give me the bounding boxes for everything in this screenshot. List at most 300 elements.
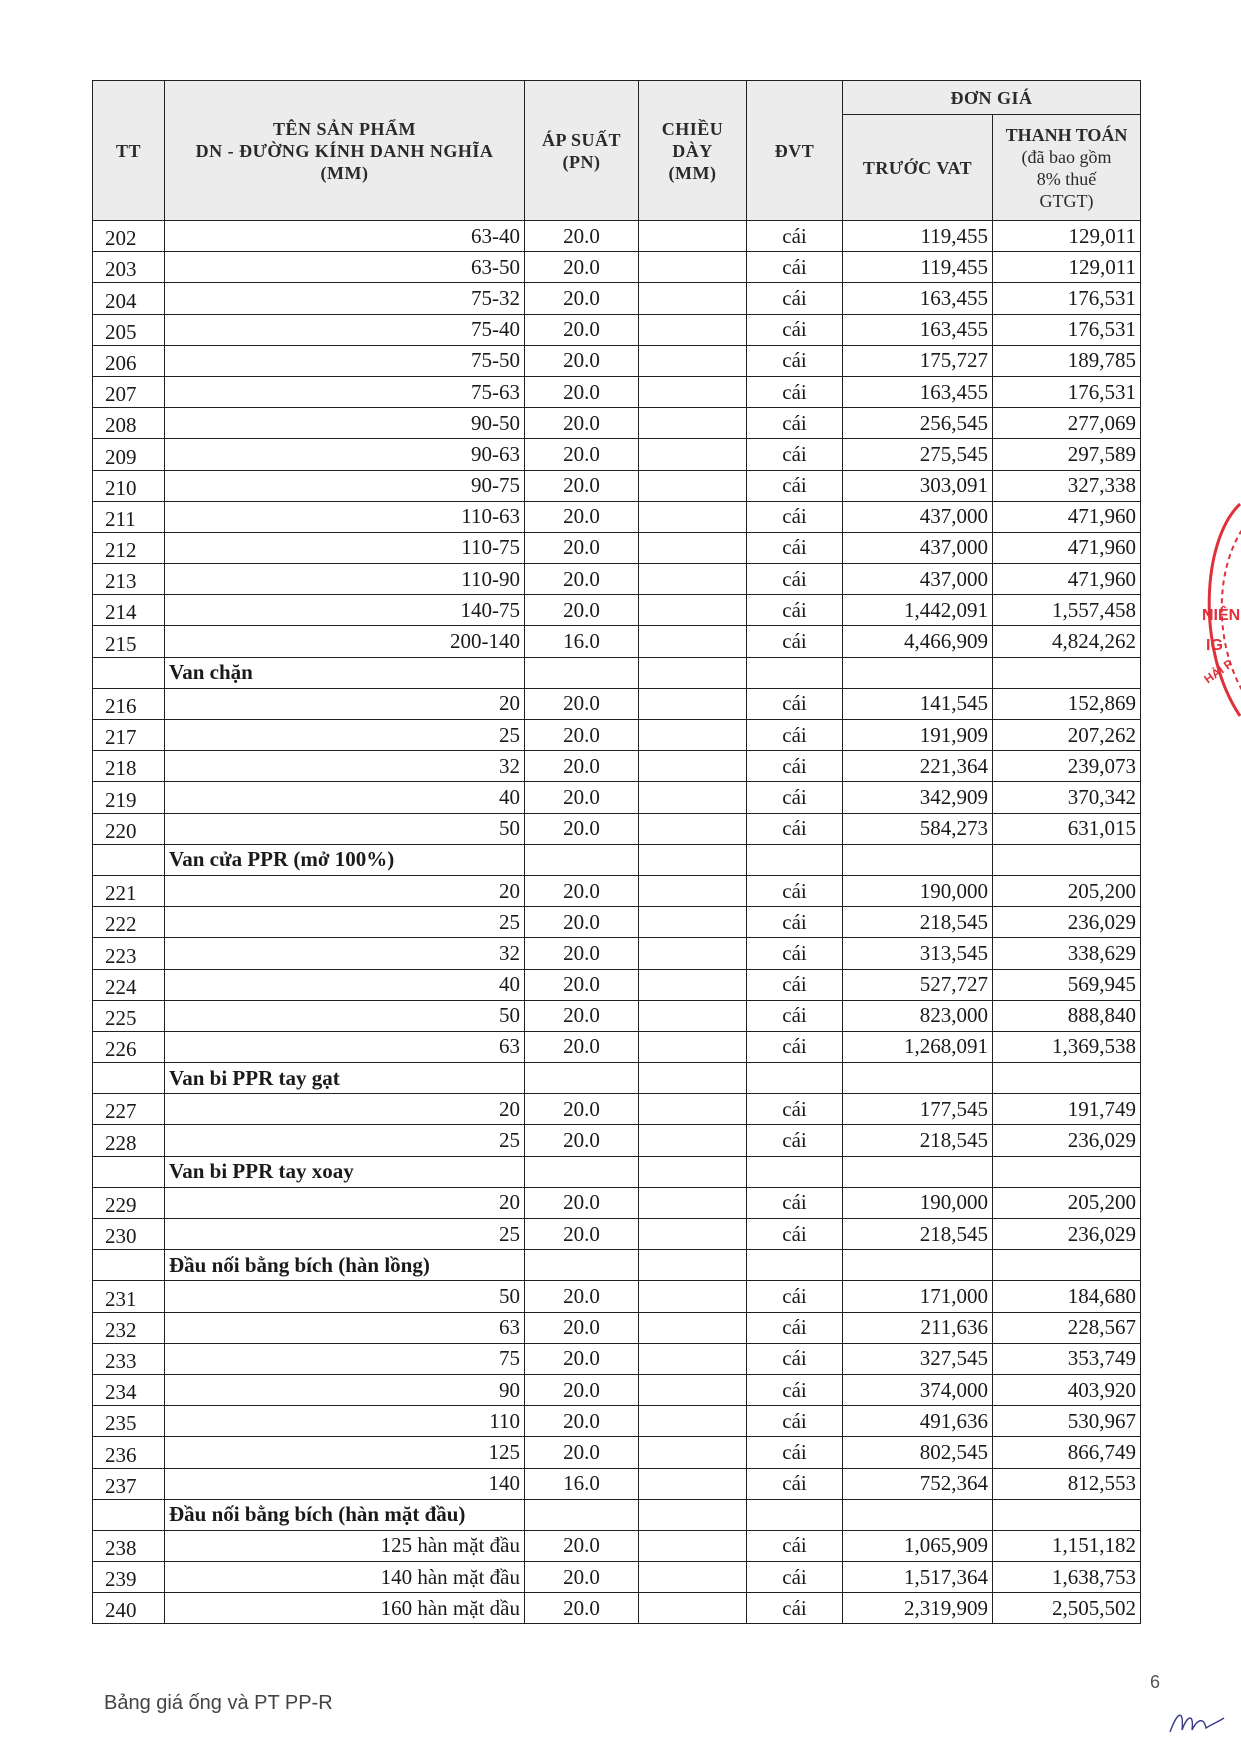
cell-tt: 211: [93, 501, 165, 532]
cell-price-payment: 228,567: [993, 1312, 1141, 1343]
cell-name: 20: [165, 1187, 525, 1218]
cell-empty: [639, 844, 747, 875]
cell-pressure: 20.0: [525, 1094, 639, 1125]
cell-empty: [639, 657, 747, 688]
cell-price-pre-vat: 303,091: [843, 470, 993, 501]
cell-thickness: [639, 314, 747, 345]
cell-thickness: [639, 1312, 747, 1343]
table-row: [93, 1468, 1141, 1499]
group-label: Van chặn: [165, 657, 525, 688]
cell-tt: 222: [93, 907, 165, 938]
cell-empty: [525, 844, 639, 875]
header-thickness-line: DÀY: [672, 140, 713, 161]
cell-price-pre-vat: 256,545: [843, 408, 993, 439]
table-row: [93, 1374, 1141, 1405]
cell-name: 20: [165, 875, 525, 906]
cell-pressure: 20.0: [525, 532, 639, 563]
group-label: Đầu nối bằng bích (hàn lồng): [165, 1250, 525, 1281]
cell-pressure: 20.0: [525, 1343, 639, 1374]
cell-unit: cái: [747, 1343, 843, 1374]
stamp-text: HẢI P: [1201, 656, 1236, 687]
cell-price-pre-vat: 437,000: [843, 564, 993, 595]
table-row: [93, 1593, 1141, 1624]
header-product-line: DN - ĐƯỜNG KÍNH DANH NGHĨA: [195, 140, 494, 161]
cell-price-payment: 184,680: [993, 1281, 1141, 1312]
cell-name: 200-140: [165, 626, 525, 657]
cell-thickness: [639, 1187, 747, 1218]
cell-unit: cái: [747, 875, 843, 906]
cell-pressure: 20.0: [525, 252, 639, 283]
table-row: [93, 564, 1141, 595]
cell-thickness: [639, 782, 747, 813]
cell-empty: [747, 1250, 843, 1281]
header-thickness: [639, 81, 747, 221]
cell-empty: [993, 1063, 1141, 1094]
cell-tt: [93, 1063, 165, 1094]
cell-empty: [525, 1156, 639, 1187]
cell-pressure: 16.0: [525, 626, 639, 657]
table-row: [93, 1031, 1141, 1062]
cell-price-payment: 1,638,753: [993, 1562, 1141, 1593]
price-table: [92, 80, 1141, 1624]
table-row: [93, 969, 1141, 1000]
header-thickness-line: CHIỀU: [661, 118, 724, 139]
cell-tt: 220: [93, 813, 165, 844]
cell-empty: [843, 657, 993, 688]
cell-thickness: [639, 1593, 747, 1624]
cell-name: 90-50: [165, 408, 525, 439]
cell-unit: cái: [747, 782, 843, 813]
table-row: [93, 782, 1141, 813]
table-row: [93, 283, 1141, 314]
cell-tt: 214: [93, 595, 165, 626]
table-row: [93, 1281, 1141, 1312]
cell-price-pre-vat: 218,545: [843, 907, 993, 938]
cell-price-payment: 152,869: [993, 688, 1141, 719]
cell-name: 63: [165, 1312, 525, 1343]
cell-price-payment: 888,840: [993, 1000, 1141, 1031]
cell-unit: cái: [747, 720, 843, 751]
cell-unit: cái: [747, 376, 843, 407]
cell-price-payment: 471,960: [993, 564, 1141, 595]
cell-price-pre-vat: 163,455: [843, 314, 993, 345]
cell-price-payment: 176,531: [993, 283, 1141, 314]
cell-thickness: [639, 470, 747, 501]
cell-price-payment: 277,069: [993, 408, 1141, 439]
cell-empty: [993, 1499, 1141, 1530]
table-body: [93, 221, 1141, 1624]
cell-price-payment: 239,073: [993, 751, 1141, 782]
table-row: [93, 813, 1141, 844]
table-row: [93, 1312, 1141, 1343]
cell-pressure: 20.0: [525, 1312, 639, 1343]
cell-price-pre-vat: 823,000: [843, 1000, 993, 1031]
cell-unit: cái: [747, 1468, 843, 1499]
cell-price-payment: 4,824,262: [993, 626, 1141, 657]
cell-tt: 212: [93, 532, 165, 563]
header-pre-vat: TRƯỚC VAT: [843, 115, 993, 221]
cell-price-payment: 236,029: [993, 1125, 1141, 1156]
header-payment: [993, 115, 1141, 221]
cell-empty: [843, 844, 993, 875]
cell-empty: [993, 844, 1141, 875]
cell-price-payment: 530,967: [993, 1406, 1141, 1437]
table-header: [93, 81, 1141, 221]
cell-price-payment: 176,531: [993, 314, 1141, 345]
cell-tt: 206: [93, 345, 165, 376]
cell-pressure: 20.0: [525, 688, 639, 719]
header-pressure-line: ÁP SUẤT: [541, 129, 621, 150]
group-row: [93, 1499, 1141, 1530]
table-row: [93, 376, 1141, 407]
cell-name: 90-75: [165, 470, 525, 501]
cell-name: 110-63: [165, 501, 525, 532]
cell-pressure: 20.0: [525, 564, 639, 595]
header-price-group: ĐƠN GIÁ: [843, 81, 1141, 115]
stamp-text: NIÊN: [1202, 607, 1241, 624]
cell-tt: [93, 1250, 165, 1281]
cell-unit: cái: [747, 751, 843, 782]
cell-name: 140-75: [165, 595, 525, 626]
page-number: 6: [1150, 1672, 1161, 1692]
cell-tt: 235: [93, 1406, 165, 1437]
cell-tt: 226: [93, 1031, 165, 1062]
cell-unit: cái: [747, 1312, 843, 1343]
cell-unit: cái: [747, 1125, 843, 1156]
cell-price-pre-vat: 342,909: [843, 782, 993, 813]
cell-thickness: [639, 1562, 747, 1593]
cell-empty: [843, 1499, 993, 1530]
table-row: [93, 252, 1141, 283]
cell-unit: cái: [747, 345, 843, 376]
cell-tt: 204: [93, 283, 165, 314]
cell-thickness: [639, 875, 747, 906]
cell-thickness: [639, 1094, 747, 1125]
cell-pressure: 20.0: [525, 907, 639, 938]
cell-price-payment: 129,011: [993, 221, 1141, 252]
cell-price-pre-vat: 191,909: [843, 720, 993, 751]
header-payment-line: THANH TOÁN: [1005, 124, 1128, 145]
cell-tt: [93, 1499, 165, 1530]
cell-tt: 203: [93, 252, 165, 283]
cell-tt: 202: [93, 221, 165, 252]
cell-price-payment: 353,749: [993, 1343, 1141, 1374]
table-row: [93, 1406, 1141, 1437]
cell-name: 20: [165, 688, 525, 719]
cell-pressure: 20.0: [525, 376, 639, 407]
cell-price-pre-vat: 190,000: [843, 875, 993, 906]
cell-pressure: 20.0: [525, 1593, 639, 1624]
cell-tt: 238: [93, 1530, 165, 1561]
cell-thickness: [639, 1468, 747, 1499]
cell-tt: 225: [93, 1000, 165, 1031]
cell-name: 20: [165, 1094, 525, 1125]
cell-empty: [639, 1156, 747, 1187]
cell-price-payment: 471,960: [993, 532, 1141, 563]
table-row: [93, 345, 1141, 376]
cell-unit: cái: [747, 532, 843, 563]
cell-price-payment: 2,505,502: [993, 1593, 1141, 1624]
header-payment-line: GTGT): [1039, 190, 1094, 211]
cell-price-pre-vat: 218,545: [843, 1125, 993, 1156]
cell-pressure: 20.0: [525, 1406, 639, 1437]
cell-name: 25: [165, 1125, 525, 1156]
cell-price-pre-vat: 437,000: [843, 532, 993, 563]
group-row: [93, 1063, 1141, 1094]
header-unit: ĐVT: [747, 81, 843, 221]
cell-price-payment: 189,785: [993, 345, 1141, 376]
cell-name: 75-63: [165, 376, 525, 407]
cell-unit: cái: [747, 314, 843, 345]
cell-price-pre-vat: 163,455: [843, 376, 993, 407]
cell-tt: 223: [93, 938, 165, 969]
table-row: [93, 1437, 1141, 1468]
cell-pressure: 20.0: [525, 1562, 639, 1593]
table-row: [93, 221, 1141, 252]
cell-name: 50: [165, 1000, 525, 1031]
group-label: Đầu nối bằng bích (hàn mặt đầu): [165, 1499, 525, 1530]
group-row: [93, 1156, 1141, 1187]
cell-price-pre-vat: 163,455: [843, 283, 993, 314]
cell-name: 32: [165, 938, 525, 969]
cell-name: 25: [165, 1219, 525, 1250]
table-row: [93, 1219, 1141, 1250]
cell-pressure: 20.0: [525, 595, 639, 626]
cell-pressure: 20.0: [525, 1219, 639, 1250]
cell-price-payment: 191,749: [993, 1094, 1141, 1125]
cell-pressure: 20.0: [525, 345, 639, 376]
cell-tt: 233: [93, 1343, 165, 1374]
cell-pressure: 20.0: [525, 1031, 639, 1062]
cell-unit: cái: [747, 1000, 843, 1031]
cell-tt: 230: [93, 1219, 165, 1250]
cell-unit: cái: [747, 470, 843, 501]
cell-thickness: [639, 1125, 747, 1156]
cell-pressure: 20.0: [525, 875, 639, 906]
cell-name: 63-40: [165, 221, 525, 252]
header-product-line: TÊN SẢN PHẨM: [272, 118, 416, 139]
cell-pressure: 20.0: [525, 408, 639, 439]
header-payment-line: 8% thuế: [1036, 168, 1097, 189]
table-row: [93, 720, 1141, 751]
cell-thickness: [639, 938, 747, 969]
cell-tt: 209: [93, 439, 165, 470]
cell-thickness: [639, 595, 747, 626]
cell-price-pre-vat: 175,727: [843, 345, 993, 376]
cell-pressure: 20.0: [525, 782, 639, 813]
cell-unit: cái: [747, 1562, 843, 1593]
cell-unit: cái: [747, 439, 843, 470]
cell-unit: cái: [747, 1437, 843, 1468]
cell-thickness: [639, 1374, 747, 1405]
cell-tt: 229: [93, 1187, 165, 1218]
cell-name: 125: [165, 1437, 525, 1468]
cell-tt: 218: [93, 751, 165, 782]
cell-price-payment: 370,342: [993, 782, 1141, 813]
cell-thickness: [639, 688, 747, 719]
cell-thickness: [639, 1000, 747, 1031]
cell-name: 63-50: [165, 252, 525, 283]
cell-name: 75: [165, 1343, 525, 1374]
cell-thickness: [639, 1406, 747, 1437]
cell-price-payment: 129,011: [993, 252, 1141, 283]
cell-unit: cái: [747, 1281, 843, 1312]
group-row: [93, 844, 1141, 875]
table-row: [93, 408, 1141, 439]
cell-pressure: 20.0: [525, 1000, 639, 1031]
table-row: [93, 1187, 1141, 1218]
table-row: [93, 1000, 1141, 1031]
cell-name: 110-75: [165, 532, 525, 563]
cell-pressure: 20.0: [525, 720, 639, 751]
cell-thickness: [639, 408, 747, 439]
cell-tt: [93, 1156, 165, 1187]
cell-price-payment: 866,749: [993, 1437, 1141, 1468]
cell-tt: 221: [93, 875, 165, 906]
cell-price-payment: 338,629: [993, 938, 1141, 969]
cell-thickness: [639, 969, 747, 1000]
cell-pressure: 20.0: [525, 813, 639, 844]
group-row: [93, 657, 1141, 688]
cell-empty: [843, 1063, 993, 1094]
cell-thickness: [639, 439, 747, 470]
table-row: [93, 439, 1141, 470]
cell-empty: [525, 1063, 639, 1094]
cell-price-payment: 327,338: [993, 470, 1141, 501]
cell-unit: cái: [747, 1530, 843, 1561]
cell-price-payment: 297,589: [993, 439, 1141, 470]
stamp-text: IG: [1206, 637, 1223, 654]
cell-unit: cái: [747, 252, 843, 283]
cell-empty: [993, 1250, 1141, 1281]
cell-price-payment: 205,200: [993, 1187, 1141, 1218]
cell-tt: 227: [93, 1094, 165, 1125]
cell-price-payment: 1,151,182: [993, 1530, 1141, 1561]
cell-price-payment: 631,015: [993, 813, 1141, 844]
cell-tt: 231: [93, 1281, 165, 1312]
cell-price-pre-vat: 752,364: [843, 1468, 993, 1499]
cell-unit: cái: [747, 969, 843, 1000]
cell-pressure: 16.0: [525, 1468, 639, 1499]
cell-name: 75-32: [165, 283, 525, 314]
header-thickness-line: (MM): [668, 162, 717, 183]
cell-thickness: [639, 252, 747, 283]
table-row: [93, 1094, 1141, 1125]
cell-unit: cái: [747, 688, 843, 719]
cell-tt: 240: [93, 1593, 165, 1624]
red-stamp: [1182, 500, 1241, 720]
cell-price-pre-vat: 802,545: [843, 1437, 993, 1468]
cell-thickness: [639, 1343, 747, 1374]
cell-price-pre-vat: 211,636: [843, 1312, 993, 1343]
cell-thickness: [639, 720, 747, 751]
cell-unit: cái: [747, 1094, 843, 1125]
cell-tt: 219: [93, 782, 165, 813]
cell-tt: 234: [93, 1374, 165, 1405]
cell-price-pre-vat: 527,727: [843, 969, 993, 1000]
cell-name: 125 hàn mặt đầu: [165, 1530, 525, 1561]
cell-name: 50: [165, 813, 525, 844]
group-row: [93, 1250, 1141, 1281]
cell-pressure: 20.0: [525, 1281, 639, 1312]
header-product-line: (MM): [320, 162, 369, 183]
cell-pressure: 20.0: [525, 1125, 639, 1156]
cell-pressure: 20.0: [525, 501, 639, 532]
cell-unit: cái: [747, 938, 843, 969]
cell-thickness: [639, 626, 747, 657]
cell-pressure: 20.0: [525, 221, 639, 252]
table-row: [93, 1530, 1141, 1561]
group-label: Van bi PPR tay gạt: [165, 1063, 525, 1094]
cell-price-pre-vat: 327,545: [843, 1343, 993, 1374]
cell-name: 110: [165, 1406, 525, 1437]
table-row: [93, 1562, 1141, 1593]
cell-thickness: [639, 221, 747, 252]
cell-thickness: [639, 1219, 747, 1250]
cell-price-payment: 812,553: [993, 1468, 1141, 1499]
cell-unit: cái: [747, 626, 843, 657]
cell-unit: cái: [747, 1187, 843, 1218]
cell-empty: [639, 1499, 747, 1530]
cell-pressure: 20.0: [525, 1187, 639, 1218]
cell-unit: cái: [747, 221, 843, 252]
cell-empty: [747, 657, 843, 688]
cell-name: 75-50: [165, 345, 525, 376]
cell-tt: 207: [93, 376, 165, 407]
cell-thickness: [639, 1031, 747, 1062]
cell-pressure: 20.0: [525, 751, 639, 782]
cell-tt: 210: [93, 470, 165, 501]
cell-price-payment: 569,945: [993, 969, 1141, 1000]
cell-price-pre-vat: 2,319,909: [843, 1593, 993, 1624]
cell-unit: cái: [747, 1374, 843, 1405]
cell-tt: 205: [93, 314, 165, 345]
signature-mark: [1166, 1700, 1226, 1740]
cell-price-payment: 176,531: [993, 376, 1141, 407]
cell-name: 50: [165, 1281, 525, 1312]
table-row: [93, 314, 1141, 345]
cell-price-payment: 236,029: [993, 907, 1141, 938]
cell-price-pre-vat: 437,000: [843, 501, 993, 532]
cell-empty: [843, 1250, 993, 1281]
cell-tt: 228: [93, 1125, 165, 1156]
cell-pressure: 20.0: [525, 1530, 639, 1561]
cell-thickness: [639, 564, 747, 595]
cell-pressure: 20.0: [525, 969, 639, 1000]
cell-unit: cái: [747, 283, 843, 314]
cell-price-pre-vat: 1,442,091: [843, 595, 993, 626]
cell-unit: cái: [747, 1593, 843, 1624]
cell-thickness: [639, 1437, 747, 1468]
cell-name: 90-63: [165, 439, 525, 470]
cell-unit: cái: [747, 595, 843, 626]
group-label: Van bi PPR tay xoay: [165, 1156, 525, 1187]
cell-price-payment: 236,029: [993, 1219, 1141, 1250]
cell-name: 63: [165, 1031, 525, 1062]
table-row: [93, 1125, 1141, 1156]
header-pressure-line: (PN): [562, 151, 601, 172]
cell-empty: [639, 1063, 747, 1094]
cell-thickness: [639, 345, 747, 376]
cell-tt: [93, 657, 165, 688]
cell-tt: 239: [93, 1562, 165, 1593]
cell-thickness: [639, 813, 747, 844]
cell-price-payment: 471,960: [993, 501, 1141, 532]
table-row: [93, 501, 1141, 532]
table-row: [93, 1343, 1141, 1374]
header-tt: TT: [93, 81, 165, 221]
cell-empty: [525, 1499, 639, 1530]
